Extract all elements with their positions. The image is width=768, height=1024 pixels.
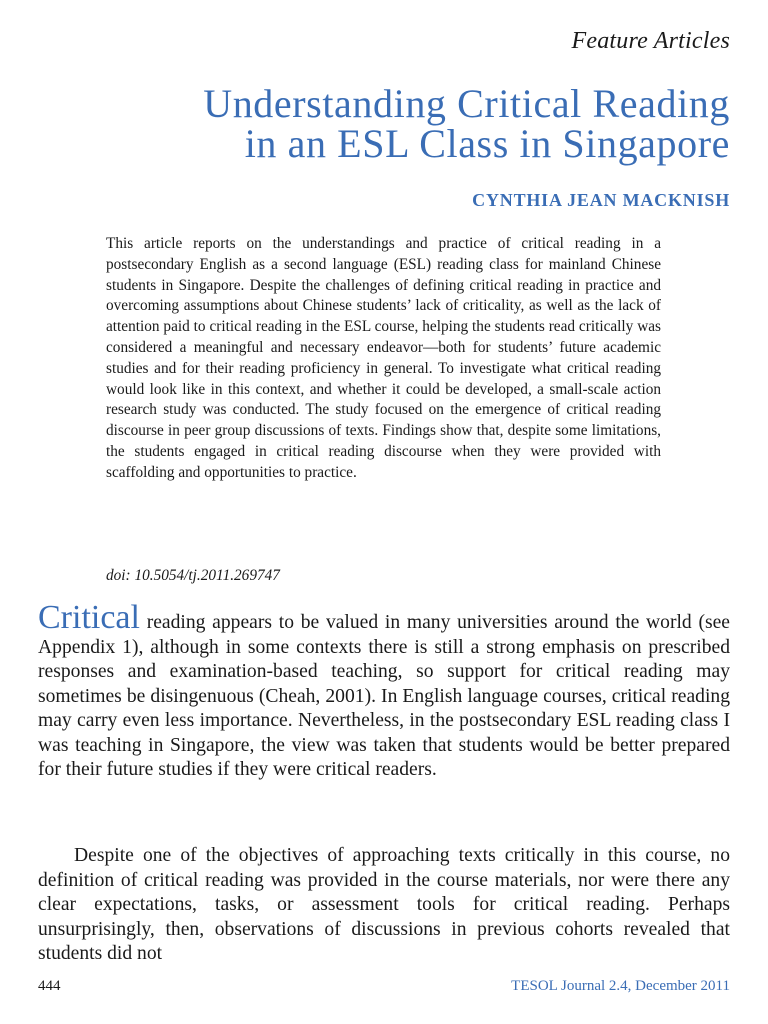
title-line-1: Understanding Critical Reading bbox=[203, 81, 730, 126]
abstract: This article reports on the understandings and practice of critical reading in a postsecondary English as a second language (ESL) reading class for mainland Chinese students in Singapore. Despite the challenges of defining critical reading in practice and overcoming assumptions about Chinese students’ lack of criticality, as well as the lack of attention paid to critical reading in the ESL course, helping the students read critically was considered a meaningful and necessary endeavor—both for students’ future academic studies and for their reading proficiency in general. To investigate what critical reading would look like in this context, and whether it could be developed, a small-scale action research study was conducted. The study focused on the emergence of critical reading discourse in peer group discussions of texts. Findings show that, despite some limitations, the students engaged in critical reading discourse when they were provided with scaffolding and opportunities to practice. bbox=[106, 235, 661, 481]
lead-word: Critical bbox=[38, 599, 140, 636]
section-label: Feature Articles bbox=[571, 28, 730, 54]
page-number: 444 bbox=[38, 978, 61, 994]
body-paragraph-2: Despite one of the objectives of approaching texts critically in this course, no definition of critical reading was provided in the course materials, nor were there any clear expectations, tasks, or assessment tools for critical reading. Perhaps unsurprisingly, then, observations of discussions in previous cohorts revealed that students did not bbox=[38, 845, 730, 964]
doi-link[interactable]: doi: 10.5054/tj.2011.269747 bbox=[106, 567, 280, 584]
body-paragraph-1 bbox=[38, 599, 730, 783]
journal-citation: TESOL Journal 2.4, December 2011 bbox=[511, 978, 730, 994]
paragraph-1-text: reading appears to be valued in many universities around the world (see Appendix 1), although in some contexts there is still a strong emphasis on prescribed responses and examination-based teaching, so support for critical reading may sometimes be disingenuous (Cheah, 2001). In English language courses, critical reading may carry even less importance. Nevertheless, in the postsecondary ESL reading class I was teaching in Singapore, the view was taken that students would be better prepared for their future studies if they were critical readers. bbox=[38, 612, 730, 780]
article-title bbox=[30, 81, 730, 166]
author-name: CYNTHIA JEAN MACKNISH bbox=[472, 190, 730, 210]
title-line-2: in an ESL Class in Singapore bbox=[244, 121, 730, 166]
